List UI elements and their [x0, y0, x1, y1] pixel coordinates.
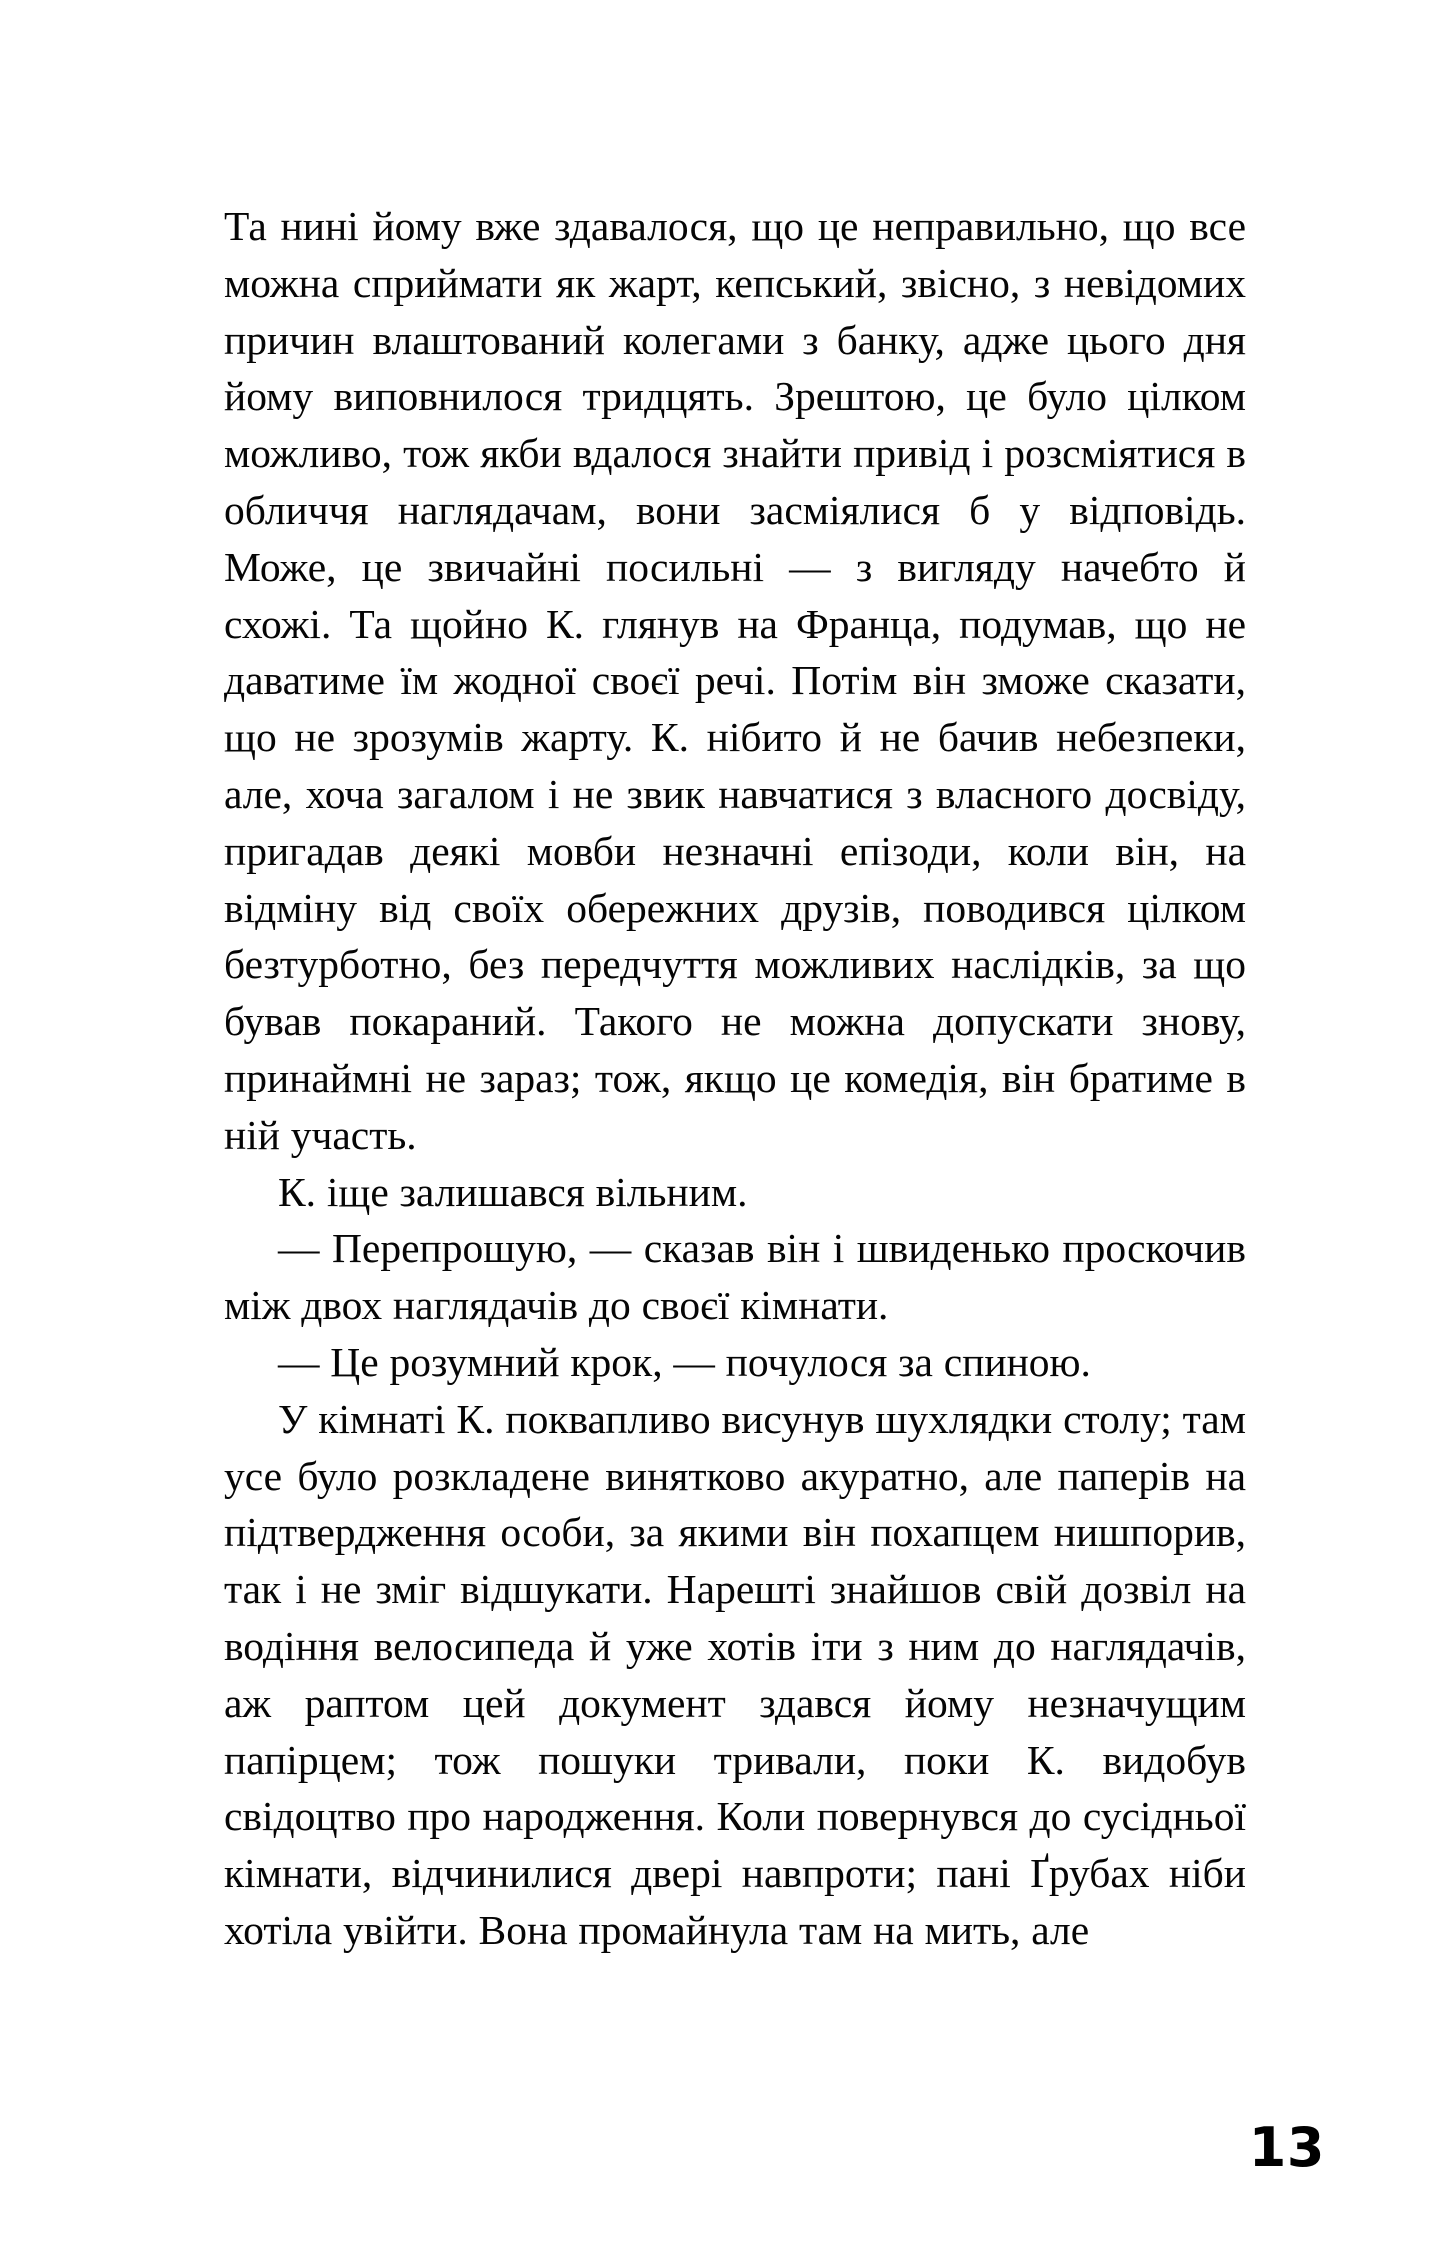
page-text-block [224, 198, 1246, 1959]
paragraph-2: К. іще залишався вільним. [278, 1168, 748, 1215]
paragraph-1: Та нині йому вже здавалося, що це неправильно, що все можна сприймати як жарт, кепський, звісно, з невідомих причин влаштований колегами з банку, адже цього дня йому виповнилося тридцять. Зрештою, це було цілком можливо, тож якби вдалося знайти привід і розсміятися в обличчя наглядачам, вони засміялися б у відповідь. Може, це звичайні посильні — з вигляду начебто й схожі. Та щойно К. глянув на Франца, подумав, що не даватиме їм жодної своєї речі. Потім він зможе сказати, що не зрозумів жарту. К. нібито й не бачив небезпеки, але, хоча загалом і не звик навчатися з власного досвіду, пригадав деякі мовби незначні епізоди, коли він, на відміну від своїх обережних друзів, поводився цілком безтурботно, без передчуття можливих наслідків, за що бував покараний. Такого не можна допускати знову, принаймні не зараз; тож, якщо це комедія, він братиме в ній участь. [224, 203, 1246, 1158]
paragraph-4: — Це розумний крок, — почулося за спиною. [278, 1338, 1091, 1385]
paragraph-5: У кімнаті К. поквапливо висунув шухлядки столу; там усе було розкладене винятково акуратно, але паперів на підтвердження особи, за якими він похапцем нишпорив, так і не зміг відшукати. Нарешті знайшов свій дозвіл на водіння велосипеда й уже хотів іти з ним до наглядачів, аж раптом цей документ здався йому незначущим папірцем; тож пошуки тривали, поки К. видобув свідоцтво про народження. Коли повернувся до сусідньої кімнати, відчинилися двері навпроти; пані Ґрубах ніби хотіла увійти. Вона промайнула там на мить, але [224, 1395, 1246, 1953]
paragraph-3: — Перепрошую, — сказав він і швиденько проскочив між двох наглядачів до своєї кімнати. [224, 1225, 1246, 1329]
page-number: 13 [1248, 2116, 1325, 2179]
